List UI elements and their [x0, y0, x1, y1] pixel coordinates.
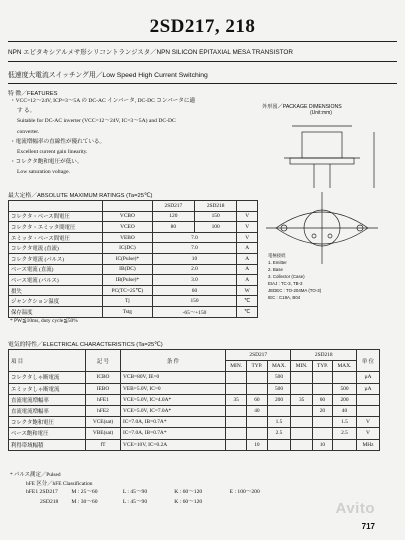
- amr-heading: 最大定格／ABSOLUTE MAXIMUM RATINGS (Ta=25℃): [8, 193, 153, 199]
- table-cell: 3.0: [152, 275, 237, 286]
- table-cell: [247, 428, 267, 439]
- table-header-row: [9, 350, 380, 361]
- table-cell: VCE=5.0V, IC=7.0A*: [121, 405, 226, 416]
- hfe-rank: E : 100～200: [229, 489, 260, 495]
- amr-footnote: * PW≦10ms, duty cycle≦50%: [10, 318, 78, 324]
- table-cell: IC(DC): [103, 243, 153, 254]
- table-cell: 500: [267, 372, 291, 383]
- table-cell: V: [237, 222, 258, 233]
- hfe-part: hFE1 2SD217: [26, 489, 58, 495]
- table-cell: PC(TC=25℃): [103, 285, 153, 296]
- table-cell: [226, 383, 247, 394]
- table-cell: [247, 417, 267, 428]
- hfe-rank: K : 60～120: [174, 498, 203, 505]
- header-cell: TYP.: [312, 361, 332, 372]
- table-cell: V: [237, 232, 258, 243]
- table-cell: コレクタしゃ断電流: [9, 372, 86, 383]
- table-cell: ベース飽和電圧: [9, 428, 86, 439]
- table-cell: 保存温度: [9, 306, 103, 317]
- table-cell: V: [237, 211, 258, 222]
- header-cell: 単 位: [357, 350, 380, 372]
- table-cell: 500: [267, 383, 291, 394]
- table-cell: 10: [247, 439, 267, 450]
- table-cell: [291, 417, 312, 428]
- table-cell: IC=7.0A, IB=0.7A*: [121, 417, 226, 428]
- features-list: [10, 96, 240, 178]
- table-row: [9, 285, 258, 296]
- table-cell: VEB=5.0V, IC=0: [121, 383, 226, 394]
- pin-line: 1. Emitter: [268, 260, 287, 265]
- table-cell: 200: [267, 394, 291, 405]
- feature-line: Excellent current gain linearity.: [17, 149, 88, 156]
- table-cell: [332, 439, 356, 450]
- header-cell: TYP.: [247, 361, 267, 372]
- table-cell: 1.5: [267, 417, 291, 428]
- table-cell: [226, 417, 247, 428]
- feature-line: Low saturation voltage.: [17, 169, 70, 176]
- device-subtitle: NPN エピタキシアルメサ形シリコントランジスタ／NPN SILICON EPITAXIAL MESA TRANSISTOR: [8, 49, 293, 56]
- table-cell: コレクタ電流 (パルス): [9, 253, 103, 264]
- header-cell: 2SD218: [291, 350, 357, 361]
- table-cell: ICBO: [86, 372, 121, 383]
- table-cell: 20: [312, 405, 332, 416]
- table-cell: IB(DC): [103, 264, 153, 275]
- pin-line: JEDEC : TO-204MA (TO-3): [268, 288, 322, 293]
- table-cell: 150: [195, 211, 237, 222]
- feature-line: ・コレクタ飽和電圧が低い。: [10, 159, 83, 166]
- header-cell: MIN.: [226, 361, 247, 372]
- features-heading: 特 徴／FEATURES: [8, 91, 58, 97]
- header-cell: 2SD218: [195, 201, 237, 212]
- table-cell: [247, 383, 267, 394]
- table-cell: 直流電流増幅率: [9, 405, 86, 416]
- table-cell: VCEO: [103, 222, 153, 233]
- table-cell: VBE(sat): [86, 428, 121, 439]
- table-cell: 7.0: [152, 232, 237, 243]
- table-cell: [267, 439, 291, 450]
- table-cell: [291, 428, 312, 439]
- table-cell: [312, 383, 332, 394]
- table-cell: A: [237, 275, 258, 286]
- hfe-classification: [26, 488, 260, 507]
- table-cell: Tj: [103, 296, 153, 307]
- table-cell: 損失: [9, 285, 103, 296]
- table-row: [9, 439, 380, 450]
- table-cell: VCE(sat): [86, 417, 121, 428]
- table-row: [9, 264, 258, 275]
- pin-line: 2. Base: [268, 267, 283, 272]
- table-cell: 7.0: [152, 243, 237, 254]
- application-divider: [8, 83, 397, 84]
- hfe-rank: L : 45～90: [122, 498, 148, 505]
- table-cell: [332, 372, 356, 383]
- table-row: [9, 275, 258, 286]
- table-cell: IC=7.0A, IB=0.7A*: [121, 428, 226, 439]
- table-cell: 2.5: [332, 428, 356, 439]
- table-row: [9, 296, 258, 307]
- page-title: 2SD217, 218: [149, 16, 256, 37]
- table-cell: ベース電流 (パルス): [9, 275, 103, 286]
- pin-connections: [268, 252, 321, 301]
- table-cell: コレクタ電流 (直流): [9, 243, 103, 254]
- table-row: [9, 253, 258, 264]
- table-row: [9, 243, 258, 254]
- table-cell: µA: [357, 383, 380, 394]
- table-cell: IB(Pulse)*: [103, 275, 153, 286]
- header-cell: [9, 201, 103, 212]
- table-row: [9, 222, 258, 233]
- header-cell: 項 目: [9, 350, 86, 372]
- table-cell: 500: [332, 383, 356, 394]
- package-title: 外形図／PACKAGE DIMENSIONS: [262, 104, 342, 110]
- header-cell: MIN.: [291, 361, 312, 372]
- ec-footnote: * パルス測定／Pulsed: [10, 472, 61, 478]
- table-cell: [226, 428, 247, 439]
- table-cell: 35: [291, 394, 312, 405]
- table-cell: [226, 405, 247, 416]
- table-cell: 利得帯域幅積: [9, 439, 86, 450]
- table-cell: 150: [152, 296, 237, 307]
- table-row: [9, 232, 258, 243]
- table-cell: 40: [247, 405, 267, 416]
- amr-table: [8, 200, 258, 318]
- header-cell: MAX.: [267, 361, 291, 372]
- header-cell: MAX.: [332, 361, 356, 372]
- package-unit: (Unit:mm): [310, 110, 332, 116]
- hfe-row: [26, 488, 260, 498]
- pin-line: 3. Collector (Case): [268, 274, 305, 279]
- table-cell: ℃: [237, 296, 258, 307]
- table-cell: W: [237, 285, 258, 296]
- table-cell: 120: [152, 211, 194, 222]
- table-cell: ベース電流 (直流): [9, 264, 103, 275]
- table-cell: A: [237, 253, 258, 264]
- table-row: [9, 428, 380, 439]
- hfe-rank: L : 45～90: [122, 489, 148, 495]
- table-row: [9, 394, 380, 405]
- table-row: [9, 372, 380, 383]
- header-cell: [103, 201, 153, 212]
- table-cell: 2.5: [267, 428, 291, 439]
- table-cell: 1.5: [332, 417, 356, 428]
- table-row: [9, 383, 380, 394]
- table-cell: IEBO: [86, 383, 121, 394]
- watermark-logo: Avito: [335, 500, 375, 517]
- table-cell: 100: [195, 222, 237, 233]
- table-cell: [312, 428, 332, 439]
- table-cell: [291, 372, 312, 383]
- table-cell: hFE2: [86, 405, 121, 416]
- table-cell: 35: [226, 394, 247, 405]
- table-header-row: [9, 201, 258, 212]
- table-cell: A: [237, 243, 258, 254]
- pin-line: 電極接続: [268, 253, 286, 258]
- pin-line: IEC : C18A, B04: [268, 295, 301, 300]
- header-cell: 2SD217: [226, 350, 291, 361]
- table-cell: [357, 405, 380, 416]
- table-cell: エミッタ・ベース間電圧: [9, 232, 103, 243]
- table-cell: [291, 405, 312, 416]
- table-cell: ジャンクション温度: [9, 296, 103, 307]
- table-cell: [357, 394, 380, 405]
- ec-heading: 電気的特性／ELECTRICAL CHARACTERISTICS (Ta=25℃): [8, 342, 163, 348]
- title-divider: [8, 41, 397, 42]
- table-cell: [312, 372, 332, 383]
- table-cell: 60: [247, 394, 267, 405]
- table-cell: VCBO: [103, 211, 153, 222]
- feature-line: converter.: [17, 128, 40, 135]
- hfe-rank: M : 30～60: [71, 498, 98, 505]
- table-row: [9, 417, 380, 428]
- hfe-part: 2SD218: [40, 498, 59, 505]
- table-cell: [226, 439, 247, 450]
- header-cell: [237, 201, 258, 212]
- table-cell: 10: [312, 439, 332, 450]
- table-cell: 2.0: [152, 264, 237, 275]
- table-cell: Tstg: [103, 306, 153, 317]
- table-row: [9, 306, 258, 317]
- ec-table: [8, 349, 380, 451]
- table-cell: fT: [86, 439, 121, 450]
- table-cell: MHz: [357, 439, 380, 450]
- table-cell: hFE1: [86, 394, 121, 405]
- pin-line: EIAJ : TC-3, TB-3: [268, 281, 303, 286]
- table-cell: A: [237, 264, 258, 275]
- table-cell: VCE=10V, IC=0.2A: [121, 439, 226, 450]
- table-row: [9, 211, 258, 222]
- table-cell: ℃: [237, 306, 258, 317]
- table-cell: 10: [152, 253, 237, 264]
- table-cell: [291, 439, 312, 450]
- hfe-rank: K : 60～120: [174, 489, 203, 495]
- hfe-title: hFE 区分／hFE Classification: [26, 481, 93, 487]
- table-cell: 60: [152, 285, 237, 296]
- feature-line: ・電流増幅率の直線性が優れている。: [10, 138, 106, 145]
- table-cell: [247, 372, 267, 383]
- table-cell: V: [357, 417, 380, 428]
- hfe-rank: M : 25～60: [71, 489, 98, 495]
- table-cell: VCB=80V, IE=0: [121, 372, 226, 383]
- page-number: 717: [361, 522, 375, 531]
- table-cell: 80: [152, 222, 194, 233]
- subtitle-divider: [8, 61, 397, 62]
- table-cell: [226, 372, 247, 383]
- feature-line: ・VCC=12～24V, ICP=3～5A の DC-AC インバータ, DC-DC コンバータに適: [10, 98, 196, 104]
- table-cell: コレクタ・ベース間電圧: [9, 211, 103, 222]
- hfe-row: [26, 498, 260, 508]
- table-cell: V: [357, 428, 380, 439]
- feature-line: す る。: [17, 108, 36, 115]
- table-cell: コレクタ飽和電圧: [9, 417, 86, 428]
- table-cell: 40: [332, 405, 356, 416]
- header-cell: 2SD217: [152, 201, 194, 212]
- table-cell: IC(Pulse)*: [103, 253, 153, 264]
- table-row: [9, 405, 380, 416]
- table-cell: µA: [357, 372, 380, 383]
- feature-line: Suitable for DC-AC inverter (VCC=12～24V, IC=3～5A) and DC-DC: [17, 118, 176, 125]
- table-cell: [291, 383, 312, 394]
- header-cell: 記 号: [86, 350, 121, 372]
- table-cell: 直流電流増幅率: [9, 394, 86, 405]
- table-cell: VCE=5.0V, IC=4.0A*: [121, 394, 226, 405]
- table-cell: VEBO: [103, 232, 153, 243]
- header-cell: 条 件: [121, 350, 226, 372]
- table-cell: 200: [332, 394, 356, 405]
- table-cell: エミッタしゃ断電流: [9, 383, 86, 394]
- table-cell: [267, 405, 291, 416]
- table-cell: 60: [312, 394, 332, 405]
- table-cell: [312, 417, 332, 428]
- application-line: 低速度大電流スイッチング用／Low Speed High Current Switching: [8, 72, 208, 79]
- table-cell: -65～+150: [152, 306, 237, 317]
- table-cell: コレクタ・エミッタ間電圧: [9, 222, 103, 233]
